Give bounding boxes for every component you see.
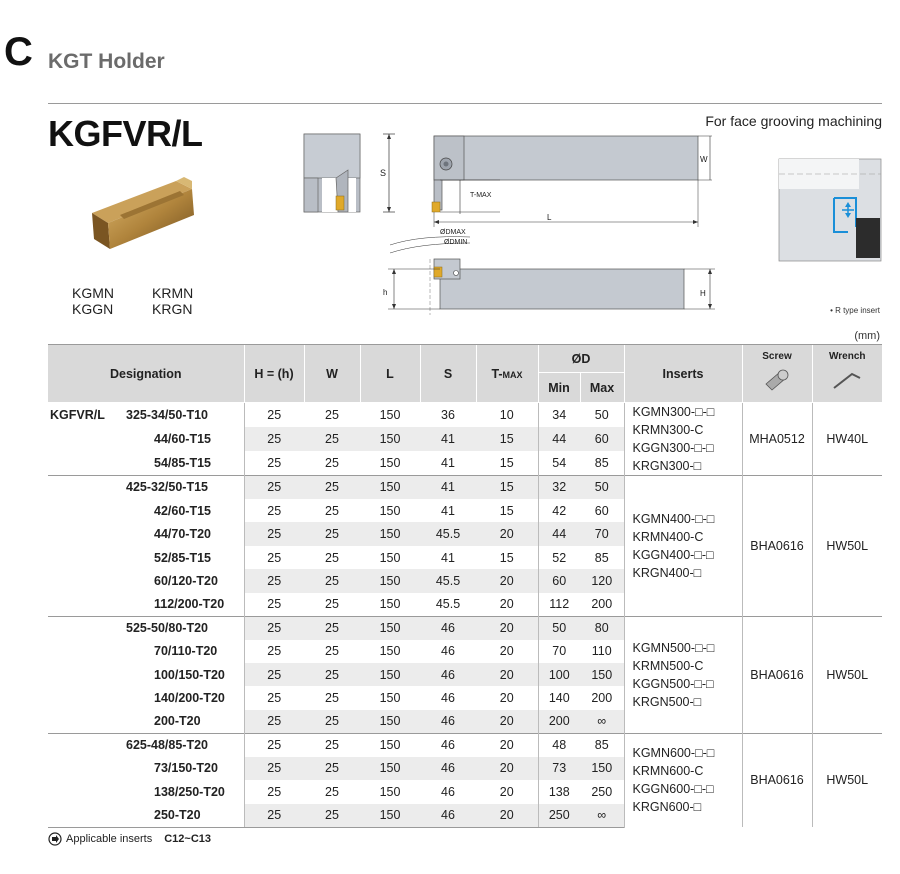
cell-min: 44 xyxy=(538,522,580,545)
l-label: L xyxy=(547,213,552,222)
col-l: L xyxy=(360,345,420,403)
designation-code: 44/70-T20 xyxy=(154,527,211,542)
inserts-cell xyxy=(624,403,742,476)
cell-s: 46 xyxy=(420,616,476,639)
insert-code: KRGN300-□ xyxy=(632,459,702,473)
cell-tmax: 15 xyxy=(499,456,514,471)
series-cell xyxy=(48,593,126,616)
cell-tmax: 20 xyxy=(476,757,538,780)
cell-w: 25 xyxy=(304,757,360,780)
cell-s: 46 xyxy=(420,710,476,733)
dmin-label: ØDMIN xyxy=(444,239,468,246)
cell-l: 150 xyxy=(360,427,420,451)
cell-l: 150 xyxy=(360,522,420,545)
screw-cell: MHA0512 xyxy=(742,403,812,476)
application-diagram xyxy=(778,158,882,262)
cell-tmax: 15 xyxy=(499,550,514,565)
designation-code: 325-34/50-T10 xyxy=(126,403,244,427)
col-screw: Screw xyxy=(742,345,812,403)
tmax-label: T-MAX xyxy=(470,192,492,199)
series-cell xyxy=(48,804,126,827)
designation-code: 70/110-T20 xyxy=(154,644,218,659)
designation-code: 60/120-T20 xyxy=(154,573,218,588)
cell-tmax: 20 xyxy=(476,569,538,592)
w-label: W xyxy=(700,155,708,164)
series-cell xyxy=(48,616,126,639)
cell-min: 44 xyxy=(538,427,580,451)
cell-w: 25 xyxy=(304,427,360,451)
inserts-cell xyxy=(624,733,742,827)
wrench-icon xyxy=(830,366,864,392)
cell-s: 36 xyxy=(420,403,476,427)
insert-type-krgn: KRGN xyxy=(152,301,193,317)
series-cell xyxy=(48,499,126,522)
cell-l: 150 xyxy=(379,691,401,706)
cell-l: 150 xyxy=(379,550,401,565)
insert-code: KRMN600-C xyxy=(632,764,704,779)
cell-w: 25 xyxy=(304,403,360,427)
cell-l: 150 xyxy=(360,804,420,827)
h-small-label: h xyxy=(383,288,388,297)
cell-tmax: 20 xyxy=(476,733,538,756)
section-title: KGT Holder xyxy=(48,50,165,73)
cell-min: 250 xyxy=(538,804,580,827)
cell-h: 25 xyxy=(244,804,304,827)
cell-h: 25 xyxy=(244,757,304,780)
cell-min: 54 xyxy=(538,451,580,475)
cell-min: 60 xyxy=(538,569,580,592)
cell-s: 46 xyxy=(441,691,455,706)
cell-tmax: 15 xyxy=(476,427,538,451)
series-cell xyxy=(48,522,126,545)
cell-w: 25 xyxy=(304,569,360,592)
s-label: S xyxy=(380,168,387,178)
cell-w: 25 xyxy=(304,663,360,686)
cell-l: 150 xyxy=(360,476,420,499)
dmax-label: ØDMAX xyxy=(440,229,466,236)
cell-min: 32 xyxy=(538,476,580,499)
cell-s: 41 xyxy=(441,550,455,565)
cell-max: 50 xyxy=(580,403,624,427)
r-type-note: • R type insert xyxy=(830,306,880,315)
wrench-cell: HW50L xyxy=(812,616,882,733)
cell-max: 150 xyxy=(580,663,624,686)
front-view-drawing xyxy=(300,130,380,220)
product-model: KGFVR/L xyxy=(48,113,203,154)
cell-s: 45.5 xyxy=(420,522,476,545)
wrench-cell: HW40L xyxy=(812,403,882,476)
cell-max: 120 xyxy=(580,569,624,592)
cell-min: 140 xyxy=(538,686,580,709)
insert-code: KRMN500-C xyxy=(632,658,704,673)
series-cell xyxy=(48,476,126,499)
cell-tmax: 10 xyxy=(476,403,538,427)
cell-s: 41 xyxy=(420,476,476,499)
table-row xyxy=(48,733,882,756)
cell-s: 46 xyxy=(420,663,476,686)
cell-tmax: 20 xyxy=(499,597,514,612)
series-cell xyxy=(48,569,126,592)
designation-code: 42/60-T15 xyxy=(154,503,211,518)
cell-l: 150 xyxy=(360,569,420,592)
cell-h: 25 xyxy=(244,427,304,451)
cell-w: 25 xyxy=(304,733,360,756)
designation-code: 73/150-T20 xyxy=(154,761,218,776)
series-cell xyxy=(48,757,126,780)
cell-h: 25 xyxy=(244,569,304,592)
footer-pages[interactable]: C12~C13 xyxy=(164,833,212,845)
designation-code: 200-T20 xyxy=(154,714,201,729)
cell-h: 25 xyxy=(244,616,304,639)
cell-w: 25 xyxy=(304,804,360,827)
cell-tmax: 20 xyxy=(476,710,538,733)
col-designation: Designation xyxy=(48,345,244,403)
insert-type-krmn: KRMN xyxy=(152,285,194,301)
series-cell xyxy=(48,663,126,686)
cell-tmax: 20 xyxy=(499,691,514,706)
insert-code: KRGN400-□ xyxy=(632,565,702,580)
cell-s: 41 xyxy=(441,456,455,471)
cell-w: 25 xyxy=(325,503,339,518)
col-h: H = (h) xyxy=(244,345,304,403)
footer xyxy=(48,832,211,846)
cell-s: 45.5 xyxy=(435,597,461,612)
cell-w: 25 xyxy=(304,476,360,499)
designation-code: 54/85-T15 xyxy=(154,456,211,471)
col-od-min: Min xyxy=(538,373,580,403)
designation-code: 250-T20 xyxy=(126,804,244,827)
screw-cell: BHA0616 xyxy=(742,616,812,733)
insert-code: KGMN500-□-□ xyxy=(632,640,715,655)
cell-w: 25 xyxy=(325,456,339,471)
table-row xyxy=(48,476,882,499)
cell-max: 250 xyxy=(591,784,613,799)
cell-s: 41 xyxy=(441,503,455,518)
h-big-label: H xyxy=(700,289,706,298)
cell-tmax: 20 xyxy=(476,616,538,639)
cell-s: 46 xyxy=(441,784,455,799)
cell-w: 25 xyxy=(304,616,360,639)
col-od: ØD xyxy=(538,345,624,373)
series-cell xyxy=(48,451,126,475)
insert-code: KGGN600-□-□ xyxy=(632,782,714,797)
cell-max: 50 xyxy=(580,476,624,499)
insert-code: KRMN300-C xyxy=(632,423,704,437)
cell-min: 73 xyxy=(538,757,580,780)
cell-w: 25 xyxy=(325,644,339,659)
insert-type-kggn: KGGN xyxy=(72,301,114,317)
insert-code: KRGN600-□ xyxy=(632,800,702,815)
unit-note: (mm) xyxy=(854,330,880,342)
cell-w: 25 xyxy=(325,784,339,799)
header-divider xyxy=(48,103,882,104)
series-cell xyxy=(48,710,126,733)
arrow-circle-icon xyxy=(48,832,62,846)
cell-h: 25 xyxy=(244,593,304,616)
cell-s: 46 xyxy=(420,804,476,827)
inserts-cell xyxy=(624,476,742,617)
cell-max: 60 xyxy=(580,427,624,451)
cell-s: 41 xyxy=(420,427,476,451)
wrench-cell: HW50L xyxy=(812,733,882,827)
cell-tmax: 20 xyxy=(499,644,514,659)
screw-icon xyxy=(760,366,794,392)
col-tmax: T-MAX xyxy=(476,345,538,403)
wrench-cell: HW50L xyxy=(812,476,882,617)
cell-w: 25 xyxy=(304,710,360,733)
designation-code: 100/150-T20 xyxy=(154,667,225,682)
designation-code: 44/60-T15 xyxy=(154,431,211,446)
cell-l: 150 xyxy=(360,710,420,733)
cell-s: 46 xyxy=(420,733,476,756)
cell-tmax: 20 xyxy=(476,522,538,545)
cell-tmax: 15 xyxy=(476,476,538,499)
designation-code: 138/250-T20 xyxy=(154,784,225,799)
product-purpose: For face grooving machining xyxy=(705,113,882,129)
insert-code: KGGN400-□-□ xyxy=(632,547,714,562)
cell-s: 46 xyxy=(441,644,455,659)
cell-max: ∞ xyxy=(580,710,624,733)
col-inserts: Inserts xyxy=(624,345,742,403)
spec-table xyxy=(48,344,882,828)
designation-code: 625-48/85-T20 xyxy=(126,733,244,756)
cell-l: 150 xyxy=(360,616,420,639)
side-view-drawing xyxy=(380,235,720,320)
cell-h: 25 xyxy=(244,780,304,803)
table-row xyxy=(48,403,882,427)
insert-illustration xyxy=(80,175,210,255)
screw-cell: BHA0616 xyxy=(742,733,812,827)
cell-l: 150 xyxy=(379,456,401,471)
cell-w: 25 xyxy=(325,550,339,565)
cell-tmax: 20 xyxy=(499,784,514,799)
cell-h: 25 xyxy=(244,522,304,545)
cell-min: 52 xyxy=(538,546,580,569)
series-cell xyxy=(48,686,126,709)
cell-max: 85 xyxy=(594,456,609,471)
insert-code: KRGN500-□ xyxy=(632,694,702,709)
cell-max: 200 xyxy=(591,691,613,706)
insert-code: KGMN600-□-□ xyxy=(632,746,715,761)
cell-min: 34 xyxy=(538,403,580,427)
cell-l: 150 xyxy=(360,403,420,427)
cell-h: 25 xyxy=(244,476,304,499)
cell-max: 150 xyxy=(580,757,624,780)
cell-w: 25 xyxy=(325,691,339,706)
screw-cell: BHA0616 xyxy=(742,476,812,617)
col-s: S xyxy=(420,345,476,403)
series-cell xyxy=(48,546,126,569)
table-row xyxy=(48,616,882,639)
cell-h: 25 xyxy=(244,451,304,475)
designation-code: 112/200-T20 xyxy=(154,597,225,612)
cell-min: 70 xyxy=(538,640,580,663)
col-od-max: Max xyxy=(580,373,624,403)
cell-min: 138 xyxy=(538,780,580,803)
col-wrench: Wrench xyxy=(812,345,882,403)
cell-w: 25 xyxy=(304,522,360,545)
cell-max: ∞ xyxy=(580,804,624,827)
footer-label: Applicable inserts xyxy=(66,833,153,845)
designation-code: 140/200-T20 xyxy=(154,691,225,706)
series-cell xyxy=(48,640,126,663)
cell-max: 80 xyxy=(580,616,624,639)
cell-min: 48 xyxy=(538,733,580,756)
cell-tmax: 15 xyxy=(499,503,514,518)
cell-h: 25 xyxy=(244,710,304,733)
cell-min: 42 xyxy=(538,499,580,522)
cell-max: 60 xyxy=(594,503,609,518)
cell-tmax: 20 xyxy=(476,663,538,686)
cell-min: 50 xyxy=(538,616,580,639)
series-cell xyxy=(48,780,126,803)
cell-min: 112 xyxy=(538,593,580,616)
insert-code: KGMN300-□-□ xyxy=(632,405,715,419)
cell-max: 85 xyxy=(594,550,609,565)
cell-max: 70 xyxy=(580,522,624,545)
top-view-drawing xyxy=(420,132,720,232)
cell-s: 46 xyxy=(420,757,476,780)
col-w: W xyxy=(304,345,360,403)
section-letter: C xyxy=(4,30,33,74)
cell-h: 25 xyxy=(244,733,304,756)
cell-h: 25 xyxy=(244,546,304,569)
series-cell xyxy=(48,733,126,756)
cell-h: 25 xyxy=(244,663,304,686)
cell-l: 150 xyxy=(360,663,420,686)
cell-max: 200 xyxy=(591,597,613,612)
designation-code: 52/85-T15 xyxy=(154,550,211,565)
insert-code: KRMN400-C xyxy=(632,529,704,544)
insert-code: KGMN400-□-□ xyxy=(632,511,715,526)
cell-h: 25 xyxy=(244,499,304,522)
cell-max: 85 xyxy=(580,733,624,756)
cell-s: 45.5 xyxy=(420,569,476,592)
cell-l: 150 xyxy=(379,784,401,799)
series-cell: KGFVR/L xyxy=(48,403,126,427)
cell-l: 150 xyxy=(379,503,401,518)
cell-h: 25 xyxy=(244,403,304,427)
designation-code: 525-50/80-T20 xyxy=(126,616,244,639)
insert-type-kgmn: KGMN xyxy=(72,285,114,301)
cell-h: 25 xyxy=(244,640,304,663)
cell-min: 100 xyxy=(538,663,580,686)
cell-w: 25 xyxy=(325,597,339,612)
series-cell xyxy=(48,427,126,451)
cell-tmax: 20 xyxy=(476,804,538,827)
cell-h: 25 xyxy=(244,686,304,709)
cell-min: 200 xyxy=(538,710,580,733)
insert-code: KGGN300-□-□ xyxy=(632,441,714,455)
insert-code: KGGN500-□-□ xyxy=(632,676,714,691)
cell-l: 150 xyxy=(379,597,401,612)
cell-l: 150 xyxy=(360,757,420,780)
cell-l: 150 xyxy=(379,644,401,659)
designation-code: 425-32/50-T15 xyxy=(126,476,244,499)
cell-l: 150 xyxy=(360,733,420,756)
cell-max: 110 xyxy=(591,644,612,659)
inserts-cell xyxy=(624,616,742,733)
